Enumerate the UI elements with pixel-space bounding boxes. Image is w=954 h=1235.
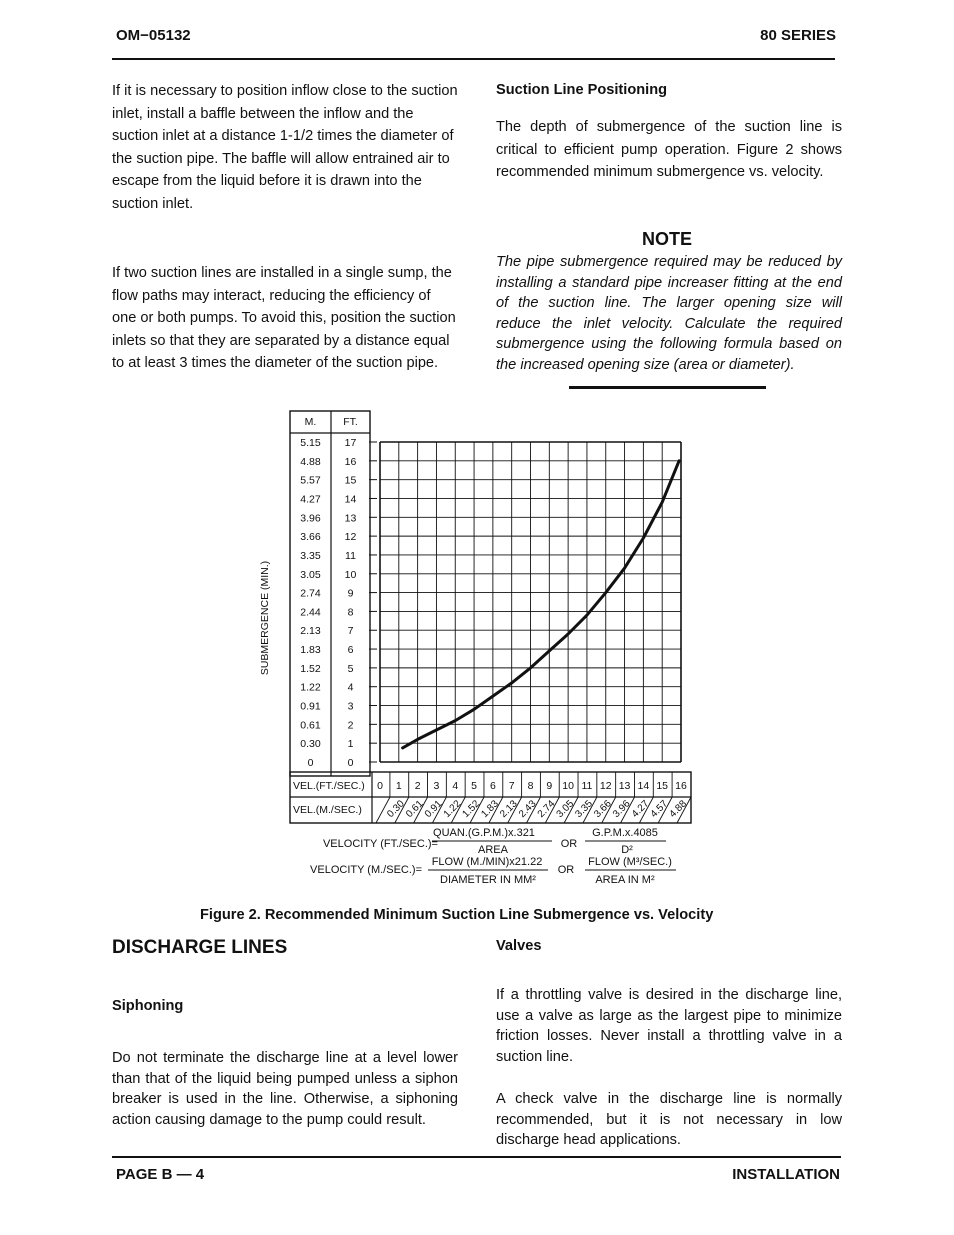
y-axis-title: SUBMERGENCE (MIN.) [259, 560, 271, 676]
y-tick-label-ft: 2 [347, 719, 354, 732]
y-tick-label-m: 4.27 [300, 493, 321, 506]
y-table-header-ft: FT. [343, 416, 358, 428]
x-tick-label-fps: 11 [581, 780, 593, 792]
discharge-lines-heading: DISCHARGE LINES [112, 937, 288, 958]
y-tick-label-m: 1.22 [300, 681, 321, 694]
x-tick-label-mps: 4.57 [648, 798, 671, 821]
y-tick-label-m: 5.57 [300, 474, 321, 487]
y-tick-label-m: 1.83 [300, 644, 321, 657]
x-tick-label-mps: 4.27 [629, 798, 652, 821]
y-tick-label-ft: 15 [344, 474, 357, 487]
baffle-paragraph: If it is necessary to position inflow close to the suction inlet, install a baffle between the inflow and the suction inlet at a distance 1-1/2 times the diameter of the suction pipe. The baffle will allow entrained air to escape from the liquid before it is drawn into the suction inlet. [112, 83, 458, 212]
x-tick-label-fps: 14 [637, 780, 650, 792]
y-tick-label-ft: 5 [347, 662, 354, 675]
x-tick-label-mps: 1.83 [479, 798, 501, 821]
x-tick-label-mps: 3.66 [592, 798, 614, 821]
valves-heading: Valves [496, 938, 542, 954]
y-tick-label-m: 2.44 [300, 606, 321, 619]
y-tick-label-m: 3.35 [300, 549, 321, 562]
x-tick-label-fps: 15 [656, 780, 669, 792]
y-tick-label-ft: 10 [344, 568, 357, 581]
y-tick-label-ft: 12 [344, 531, 357, 544]
suction-line-positioning-heading: Suction Line Positioning [496, 82, 668, 98]
note-title: NOTE [642, 229, 693, 249]
y-tick-label-ft: 3 [347, 700, 354, 713]
x-tick-label-fps: 10 [562, 780, 574, 792]
x-tick-label-fps: 16 [675, 780, 687, 792]
y-tick-label-ft: 16 [344, 455, 357, 468]
y-tick-label-m: 0.91 [300, 700, 321, 713]
submergence-paragraph: The depth of submergence of the suction line is critical to efficient pump operation. Figure 2 shows recommended minimum submergence vs. velocity. [496, 119, 842, 180]
x-tick-label-fps: 1 [395, 780, 402, 792]
y-tick-label-ft: 0 [347, 757, 354, 769]
formula-mps-label: VELOCITY (M./SEC.)= [310, 864, 422, 876]
x-tick-label-fps: 7 [508, 780, 515, 792]
two-suction-lines-paragraph: If two suction lines are installed in a single sump, the flow paths may interact, reducing the efficiency of one or both pumps. To avoid this, position the suction inlets so that they are separated by a distance equal to at least 3 times the diameter of the suction pipe. [112, 265, 456, 371]
y-tick-label-ft: 6 [347, 644, 354, 657]
x-tick-label-mps: 3.05 [554, 798, 577, 821]
x-tick-label-mps: 0.30 [385, 798, 407, 821]
formula-fps-numerator-2: G.P.M.x.4085 [592, 827, 658, 839]
formula-mps-or: OR [557, 864, 575, 876]
x-row-label-mps: VEL.(M./SEC.) [293, 804, 362, 816]
doc-id: OM−05132 [116, 27, 191, 44]
y-tick-label-m: 3.96 [300, 512, 321, 525]
x-tick-label-mps: 0.91 [422, 798, 445, 821]
y-tick-label-ft: 13 [344, 512, 357, 525]
figure-caption: Figure 2. Recommended Minimum Suction Line Submergence vs. Velocity [200, 907, 714, 923]
footer-section: INSTALLATION [732, 1166, 840, 1183]
y-tick-label-m: 4.88 [300, 455, 321, 468]
y-tick-label-m: 0.61 [300, 719, 321, 732]
y-tick-label-ft: 4 [347, 681, 354, 694]
x-tick-label-mps: 2.43 [516, 798, 539, 821]
x-tick-label-fps: 4 [452, 780, 459, 792]
y-tick-label-m: 2.13 [300, 625, 321, 638]
formula-mps-numerator-2: FLOW (M³/SEC.) [588, 856, 672, 868]
x-tick-label-fps: 5 [471, 780, 477, 792]
submergence-curve [403, 461, 679, 748]
siphoning-paragraph: Do not terminate the discharge line at a level lower than that of the liquid being pumped unless a siphon breaker is used in the line. Otherwise, a siphoning action causing damage to the pump could result. [112, 1050, 458, 1129]
x-tick-label-fps: 2 [414, 780, 421, 792]
y-tick-label-m: 1.52 [300, 662, 321, 675]
note-body: The pipe submergence required may be reduced by installing a standard pipe increaser fitting at the end of the suction line. The larger opening size will reduce the inlet velocity. Calculate the required submergence using the following formula based on the increased opening size (area or diameter). [496, 254, 842, 373]
siphoning-heading: Siphoning [112, 998, 184, 1014]
y-tick-label-m: 0.30 [300, 738, 321, 751]
y-tick-label-ft: 9 [347, 587, 354, 600]
formula-mps-numerator-1: FLOW (M./MIN)x21.22 [431, 856, 543, 868]
y-tick-label-ft: 1 [347, 738, 354, 751]
x-tick-label-fps: 6 [489, 780, 496, 792]
formula-fps-denominator-2: D² [621, 844, 633, 856]
y-tick-label-m: 0 [307, 757, 314, 769]
x-tick-label-fps: 0 [377, 780, 383, 792]
formula-fps-denominator-1: AREA [478, 844, 508, 856]
y-tick-label-ft: 11 [345, 549, 356, 562]
valves-paragraph-1: If a throttling valve is desired in the discharge line, use a valve as large as the largest pipe to minimize friction losses. Never install a throttling valve in a suction line. [496, 987, 842, 1066]
y-tick-label-m: 3.05 [300, 568, 321, 581]
y-tick-label-ft: 8 [347, 606, 354, 619]
x-tick-label-fps: 8 [527, 780, 534, 792]
x-tick-label-mps: 3.96 [611, 798, 633, 821]
footer-rule [112, 1156, 841, 1158]
x-tick-label-mps: 4.88 [667, 798, 690, 821]
x-tick-label-fps: 12 [599, 780, 612, 792]
y-tick-label-m: 3.66 [300, 531, 321, 544]
y-table-header-m: M. [304, 416, 317, 428]
x-tick-label-fps: 9 [546, 780, 553, 792]
y-tick-label-m: 2.74 [300, 587, 321, 600]
x-tick-label-fps: 3 [433, 780, 440, 792]
x-tick-label-mps: 3.35 [573, 798, 595, 821]
formula-fps-label: VELOCITY (FT./SEC.)= [322, 838, 438, 850]
y-tick-label-ft: 7 [347, 625, 354, 638]
x-tick-label-fps: 13 [618, 780, 631, 792]
formula-mps-denominator-1: DIAMETER IN MM² [440, 874, 536, 886]
y-tick-label-m: 5.15 [300, 437, 321, 449]
x-tick-label-mps: 1.52 [460, 798, 483, 821]
y-tick-label-ft: 17 [344, 437, 357, 449]
formula-mps-denominator-2: AREA IN M² [595, 874, 655, 886]
formula-fps-numerator-1: QUAN.(G.P.M.)x.321 [433, 827, 535, 839]
formula-fps-or: OR [560, 838, 578, 850]
series-label: 80 SERIES [760, 27, 836, 44]
y-tick-label-ft: 14 [344, 493, 357, 506]
x-tick-label-mps: 0.61 [404, 798, 426, 821]
x-tick-label-mps: 2.74 [535, 798, 558, 821]
x-tick-label-mps: 2.13 [498, 798, 520, 821]
valves-paragraph-2: A check valve in the discharge line is normally recommended, but it is not necessary in low discharge head applications. [496, 1091, 842, 1149]
x-row-label-fps: VEL.(FT./SEC.) [293, 780, 365, 792]
x-tick-label-mps: 1.22 [441, 798, 464, 821]
page-number: PAGE B — 4 [116, 1166, 205, 1183]
